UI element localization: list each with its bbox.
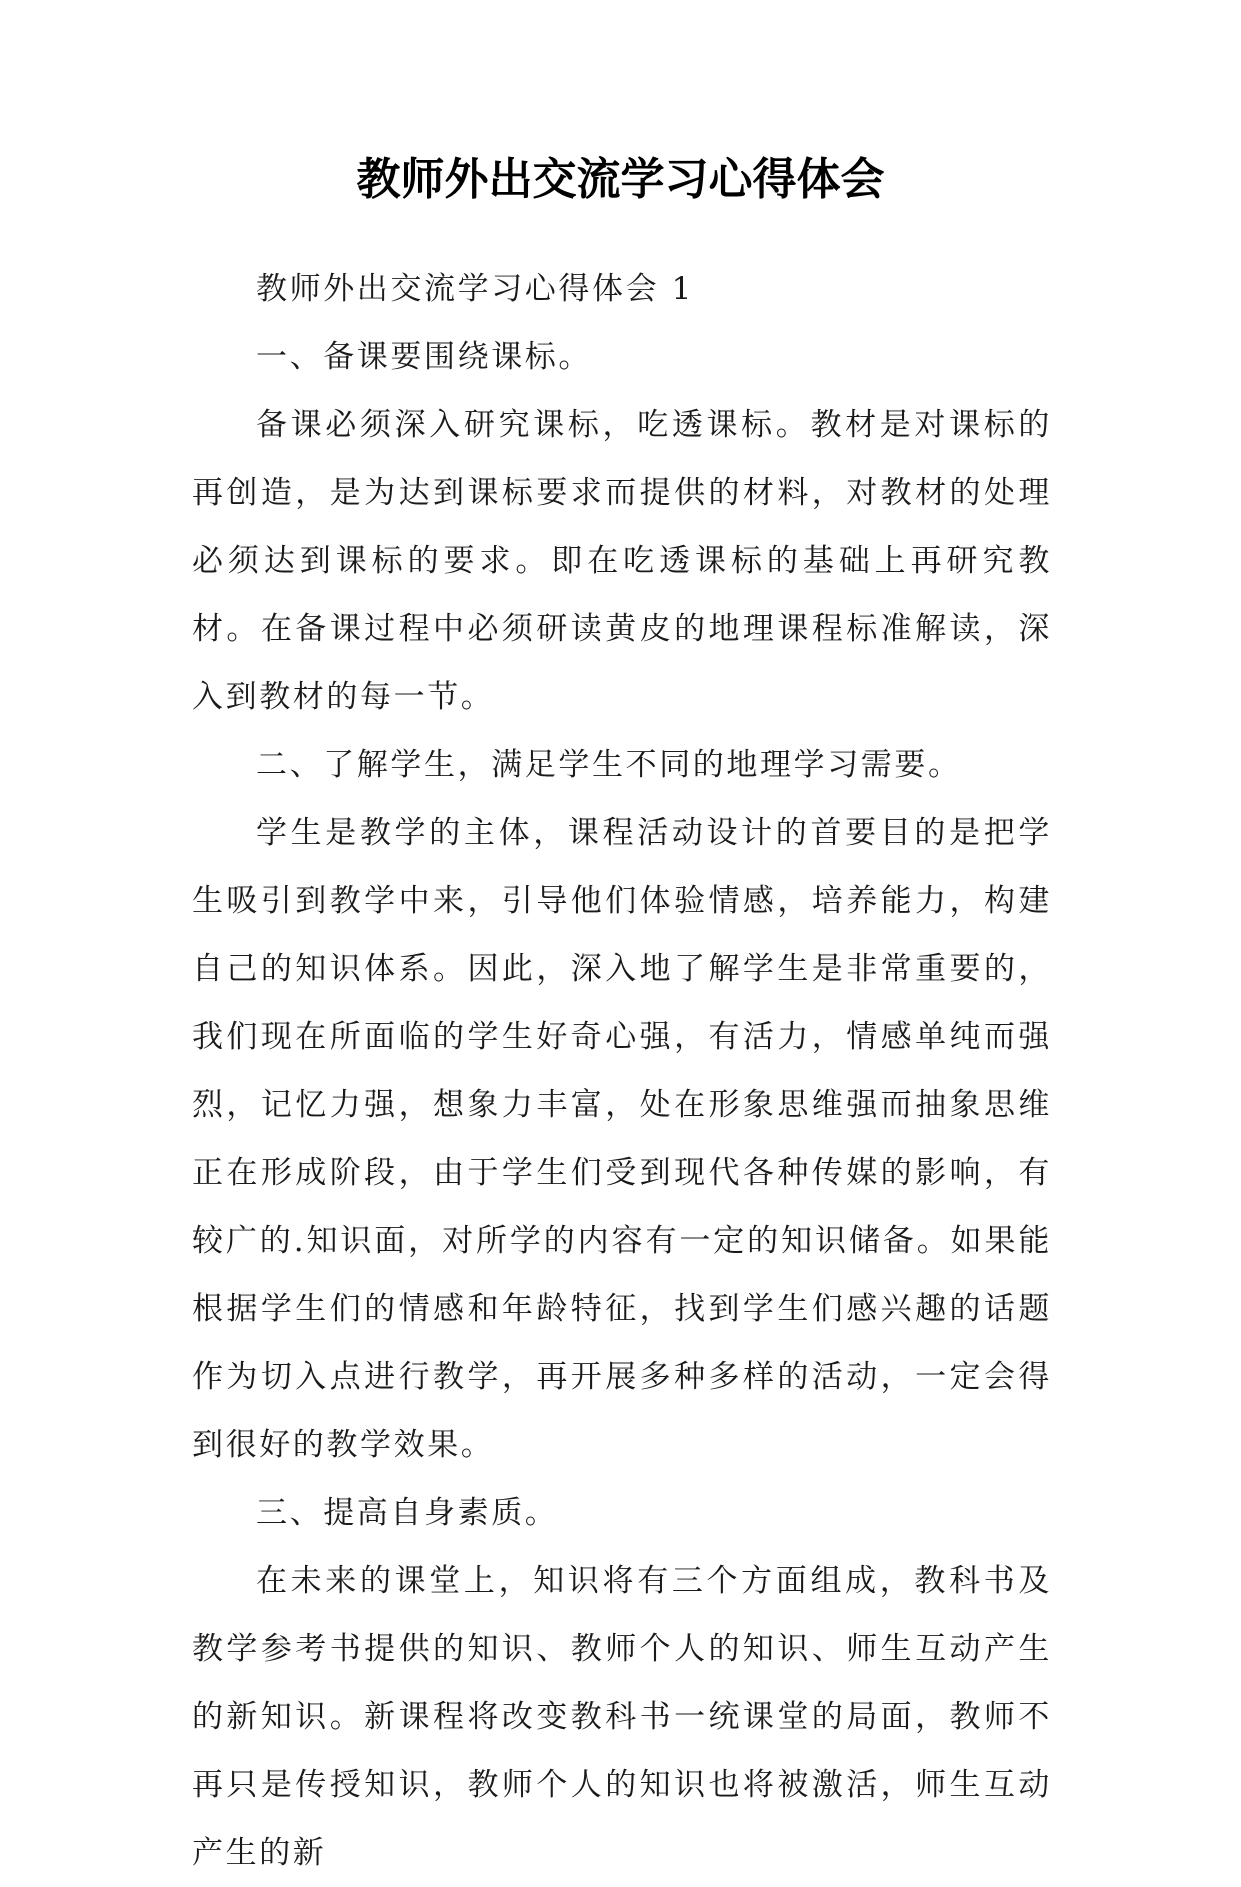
paragraph-body-1: 备课必须深入研究课标，吃透课标。教材是对课标的再创造，是为达到课标要求而提供的材料，对教材的处理必须达到课标的要求。即在吃透课标的基础上再研究教材。在备课过程中必须研读黄皮的地理课程标准解读，深入到教材的每一节。 xyxy=(192,407,1052,715)
paragraph-section-2: 二、了解学生，满足学生不同的地理学习需要。 xyxy=(256,747,962,783)
paragraph-heading-1: 教师外出交流学习心得体会 1 xyxy=(256,271,694,307)
paragraph-section-1: 一、备课要围绕课标。 xyxy=(256,339,592,375)
document-body xyxy=(192,255,1052,1887)
paragraph-body-3: 在未来的课堂上，知识将有三个方面组成，教科书及教学参考书提供的知识、教师个人的知识、师生互动产生的新知识。新课程将改变教科书一统课堂的局面，教师不再只是传授知识，教师个人的知识也将被激活，师生互动产生的新 xyxy=(192,1563,1052,1871)
paragraph-section-3: 三、提高自身素质。 xyxy=(256,1495,559,1531)
paragraph-body-2: 学生是教学的主体，课程活动设计的首要目的是把学生吸引到教学中来，引导他们体验情感，培养能力，构建自己的知识体系。因此，深入地了解学生是非常重要的，我们现在所面临的学生好奇心强，有活力，情感单纯而强烈，记忆力强，想象力丰富，处在形象思维强而抽象思维正在形成阶段，由于学生们受到现代各种传媒的影响，有较广的.知识面，对所学的内容有一定的知识储备。如果能根据学生们的情感和年龄特征，找到学生们感兴趣的话题作为切入点进行教学，再开展多种多样的活动，一定会得到很好的教学效果。 xyxy=(192,815,1052,1463)
document-title: 教师外出交流学习心得体会 xyxy=(356,154,885,205)
